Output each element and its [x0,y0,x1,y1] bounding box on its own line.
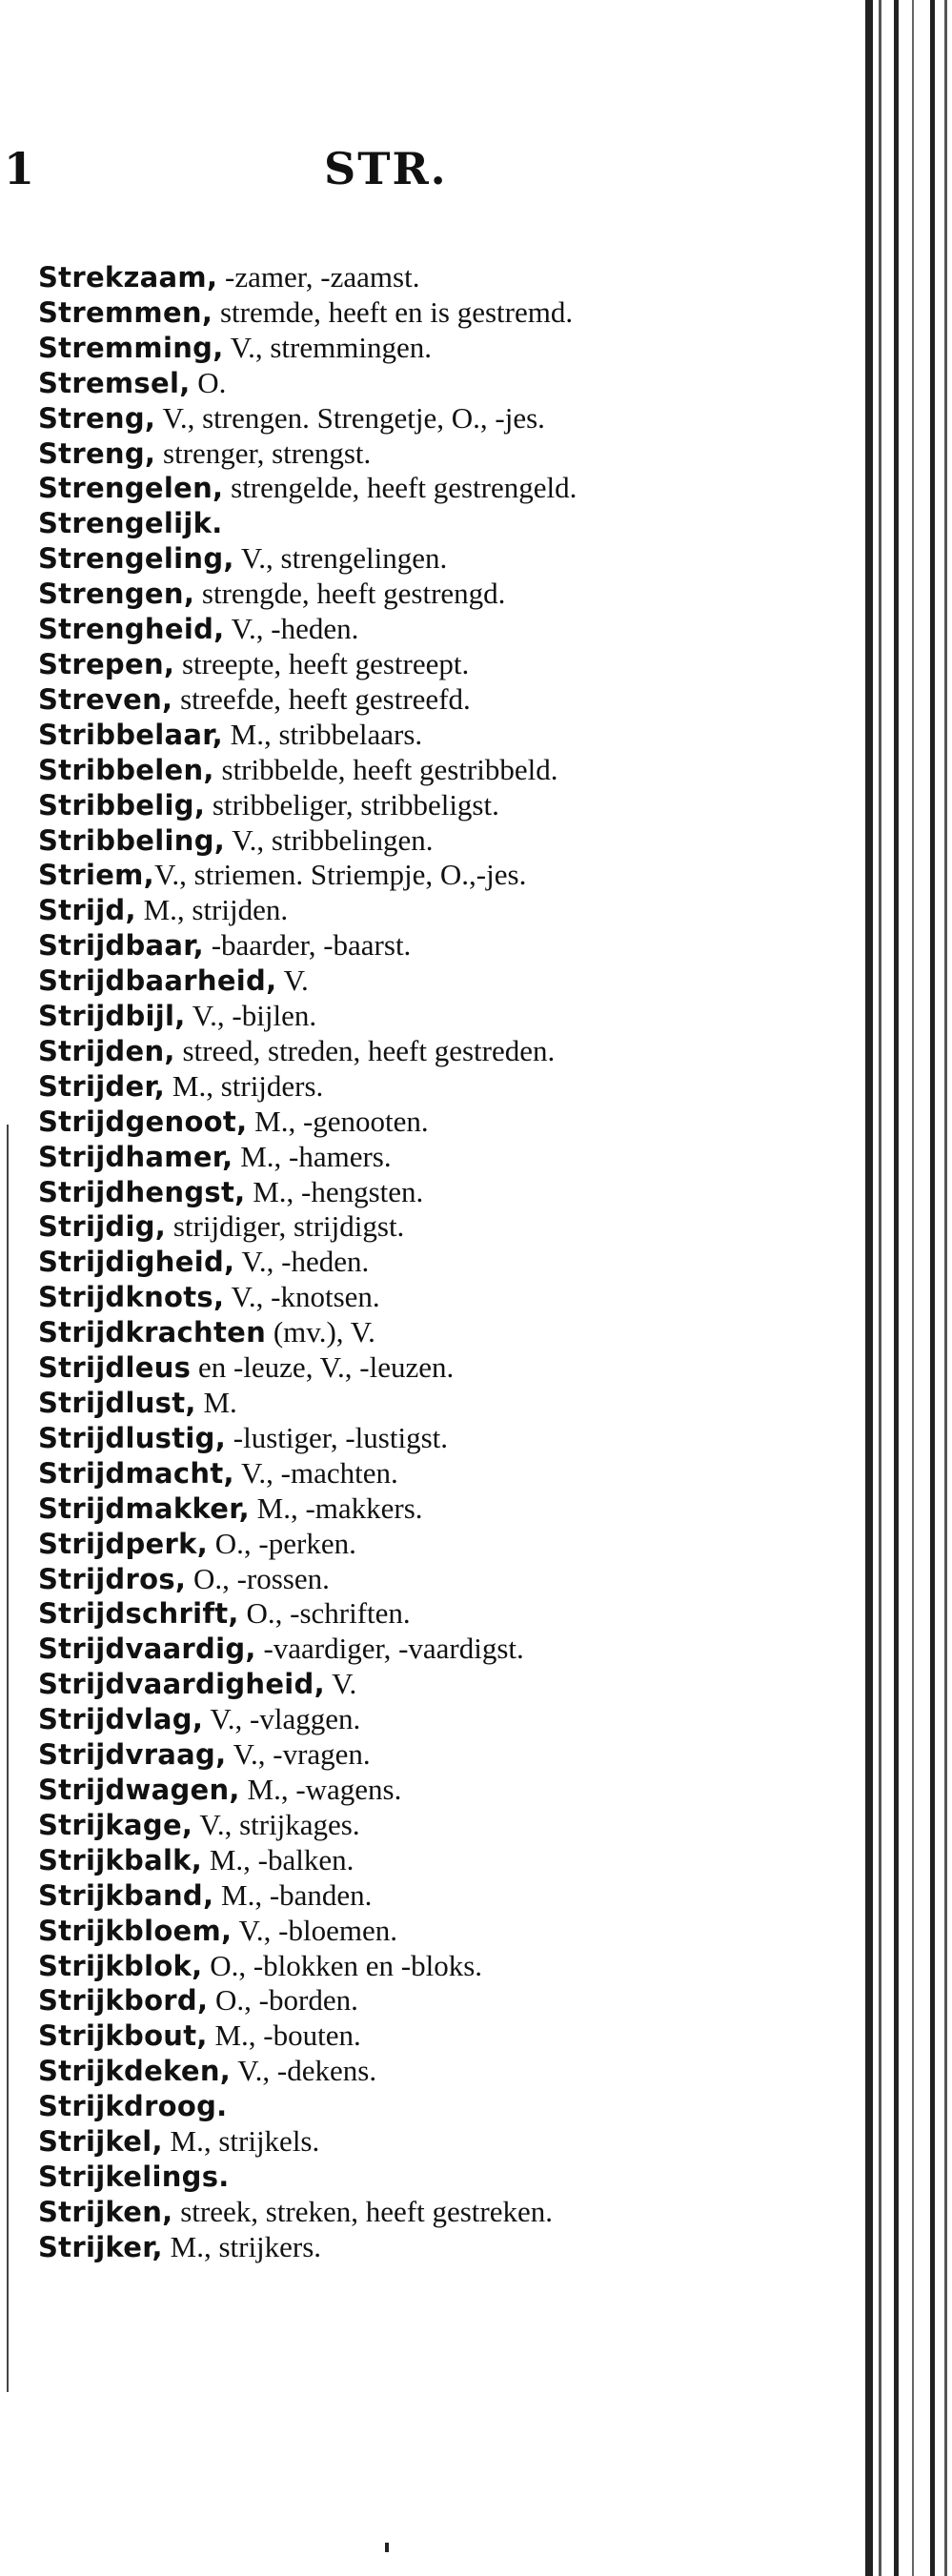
dictionary-entry [38,1105,724,1140]
entry-headword: Strijder, [38,1069,166,1103]
entry-definition: M., -banden. [213,1877,373,1912]
dictionary-entry [38,1421,724,1456]
entry-definition: V., striemen. Striempje, O.,-jes. [154,858,527,892]
dictionary-entry [38,1350,724,1386]
dictionary-entry [38,1773,724,1808]
entry-headword: Strijkbloem, [38,1914,233,1947]
entry-headword: Strengen, [38,578,195,611]
entry-definition: V., -heden. [234,1245,370,1279]
entry-definition: M., strijden. [135,893,289,927]
page-number: 1 [4,143,35,194]
entry-definition: -zamer, -zaamst. [217,260,420,294]
entry-headword: Strijdvlag, [38,1703,204,1736]
binding-line [865,0,873,2576]
dictionary-entry [38,788,724,823]
dictionary-entry [38,718,724,753]
dictionary-entry [38,2195,724,2230]
binding-line [912,0,914,2576]
entry-headword: Strijkband, [38,1878,214,1912]
entry-headword: Strijdmacht, [38,1456,234,1490]
dictionary-entry [38,753,724,788]
entry-headword: Stribbelig, [38,788,206,821]
entry-headword: Stremsel, [38,366,191,399]
entry-headword: Strijd, [38,894,136,927]
entry-headword: Strepen, [38,647,175,680]
entry-headword: Stribbeling, [38,823,226,857]
margin-rule [7,1125,9,2392]
entry-definition: M., -bouten. [207,2018,361,2053]
entry-definition: O., -rossen. [186,1561,330,1595]
dictionary-entry [38,1737,724,1773]
entry-headword: Strijdbaar, [38,929,204,963]
entry-definition: streefde, heeft gestreefd. [172,681,471,716]
entry-headword: Stremming, [38,331,224,364]
dictionary-entry [38,506,724,541]
entry-definition: stremde, heeft en is gestremd. [213,294,574,329]
entry-headword: Strijdschrift, [38,1597,239,1631]
dictionary-entry [38,858,724,893]
dictionary-entry [38,823,724,859]
page-title: STR. [324,143,448,194]
entry-definition: strijdiger, strijdigst. [166,1209,405,1244]
dictionary-entry [38,541,724,577]
entry-definition: M., -hengsten. [245,1174,424,1208]
entry-headword: Strijdig, [38,1210,167,1244]
dictionary-entry [38,1069,724,1105]
dictionary-entry [38,577,724,612]
entry-definition: V., -vlaggen. [203,1702,361,1736]
entry-definition: O., -schriften. [238,1596,411,1631]
entry-headword: Strijdmakker, [38,1491,250,1525]
dictionary-entry [38,1702,724,1737]
entry-headword: Strengelijk. [38,507,223,540]
entry-headword: Strijdknots, [38,1281,225,1314]
entry-headword: Strijker, [38,2230,163,2263]
entry-headword: Strijdbaarheid, [38,964,277,998]
ink-speck [385,2543,389,2552]
entry-headword: Strijken, [38,2195,173,2228]
dictionary-entry [38,1949,724,1984]
dictionary-entry [38,1175,724,1210]
dictionary-entry [38,1667,724,1702]
dictionary-entry [38,612,724,647]
dictionary-entry [38,295,724,331]
entry-headword: Striem, [38,859,154,892]
dictionary-entry [38,1914,724,1949]
entry-headword: Strijkblok, [38,1949,203,1982]
entry-definition: M., -hamers. [233,1139,392,1173]
entry-definition: V., stremmingen. [223,330,432,364]
entry-definition: V., -knotsen. [224,1280,380,1314]
entry-headword: Stribbelaar, [38,718,223,751]
entry-headword: Streng, [38,436,156,470]
dictionary-entry [38,1596,724,1632]
binding-line [879,0,881,2576]
dictionary-entry [38,366,724,401]
entry-headword: Strijkbord, [38,1984,209,2018]
entry-definition: M. [195,1386,237,1419]
dictionary-entry [38,2230,724,2265]
entry-definition: V., -heden. [224,612,359,646]
dictionary-entry [38,436,724,472]
dictionary-entry [38,928,724,963]
entry-definition: O. [190,365,227,399]
binding-line [894,0,899,2576]
dictionary-entries [38,260,724,2265]
entry-definition: V., strengen. Strengetje, O., -jes. [155,400,545,435]
entry-definition: M., strijders. [165,1068,324,1103]
entry-headword: Strijkdroog. [38,2090,228,2123]
dictionary-entry [38,1491,724,1527]
entry-headword: Strengheid, [38,613,225,646]
dictionary-entry [38,2160,724,2195]
dictionary-entry [38,1140,724,1175]
entry-headword: Strijdwagen, [38,1773,240,1806]
dictionary-entry [38,1527,724,1562]
entry-headword: Strijkdeken, [38,2055,232,2088]
entry-headword: Strijden, [38,1034,175,1067]
entry-definition: M., strijkers. [162,2229,322,2263]
entry-definition: V., -vragen. [226,1737,371,1772]
entry-headword: Strijdvraag, [38,1738,227,1772]
entry-definition: O., -perken. [208,1526,356,1560]
entry-definition: -baarder, -baarst. [203,928,412,963]
dictionary-entry [38,2089,724,2124]
entry-definition: M., -balken. [202,1842,354,1876]
binding-line [944,0,947,2576]
entry-headword: Strijdgenoot, [38,1105,248,1138]
entry-definition: V., -machten. [233,1455,398,1490]
entry-headword: Strijdhamer, [38,1140,233,1173]
entry-definition: en -leuze, V., -leuzen. [191,1350,455,1385]
entry-headword: Strengeling, [38,542,234,576]
entry-headword: Stremmen, [38,295,213,329]
entry-headword: Streng, [38,401,156,435]
entry-headword: Strijdleus [38,1351,192,1385]
dictionary-entry [38,2018,724,2054]
dictionary-entry [38,999,724,1034]
entry-definition: M., strijkels. [162,2124,320,2159]
dictionary-entry [38,1245,724,1280]
entry-definition: V., strijkages. [192,1807,360,1841]
entry-definition: -lustiger, -lustigst. [226,1420,449,1454]
dictionary-entry [38,893,724,928]
dictionary-entry [38,1808,724,1843]
entry-definition: V. [276,963,309,998]
dictionary-entry [38,1315,724,1350]
dictionary-entry [38,963,724,999]
entry-definition: stribbeliger, stribbeligst. [205,787,499,821]
dictionary-entry [38,1843,724,1878]
entry-definition: strenger, strengst. [155,436,372,470]
entry-definition: strengde, heeft gestrengd. [194,577,506,611]
entry-headword: Stribbelen, [38,753,214,786]
dictionary-entry [38,682,724,718]
entry-headword: Strijkbalk, [38,1843,203,1876]
entry-headword: Streven, [38,682,173,716]
entry-definition: streek, streken, heeft gestreken. [172,2194,554,2228]
dictionary-entry [38,1562,724,1597]
entry-definition: stribbelde, heeft gestribbeld. [213,752,558,786]
entry-headword: Strijkel, [38,2125,163,2159]
entry-definition: V., -bijlen. [185,999,317,1033]
entry-definition: O., -blokken en -bloks. [202,1948,483,1982]
entry-headword: Strijkbout, [38,2019,208,2053]
dictionary-entry [38,647,724,682]
entry-headword: Strijdlustig, [38,1421,227,1454]
entry-headword: Strijdros, [38,1562,187,1595]
entry-headword: Strijkage, [38,1808,193,1841]
dictionary-entry [38,2054,724,2089]
dictionary-entry [38,401,724,436]
entry-definition: strengelde, heeft gestrengeld. [223,471,577,505]
entry-headword: Strijdperk, [38,1527,209,1560]
entry-definition: -vaardiger, -vaardigst. [255,1632,524,1666]
entry-definition: V. [324,1667,357,1701]
entry-headword: Strijkelings. [38,2160,230,2193]
dictionary-entry [38,471,724,506]
entry-headword: Strijdvaardigheid, [38,1668,325,1701]
entry-definition: M., -wagens. [239,1772,402,1806]
entry-definition: M., stribbelaars. [222,717,423,751]
entry-headword: Strijdkrachten [38,1316,267,1349]
entry-headword: Strijdigheid, [38,1246,235,1279]
entry-definition: V., -bloemen. [232,1913,397,1947]
entry-definition: M., -genooten. [247,1104,429,1138]
entry-definition: streed, streden, heeft gestreden. [174,1033,556,1067]
dictionary-entry [38,1280,724,1315]
dictionary-entry [38,1386,724,1421]
dictionary-entry [38,1209,724,1245]
dictionary-entry [38,2124,724,2160]
entry-definition: M., -makkers. [249,1491,423,1525]
entry-definition: O., -borden. [208,1983,358,2018]
entry-definition: V., strengelingen. [233,541,448,576]
dictionary-entry [38,1034,724,1069]
entry-headword: Strijdvaardig, [38,1633,256,1666]
entry-definition: (mv.), V. [266,1315,375,1349]
dictionary-entry [38,1983,724,2018]
entry-headword: Strengelen, [38,472,224,505]
entry-headword: Strekzaam, [38,261,218,294]
entry-headword: Strijdbijl, [38,1000,186,1033]
entry-headword: Strijdhengst, [38,1175,246,1208]
entry-definition: streepte, heeft gestreept. [174,646,470,680]
entry-definition: V., -dekens. [231,2054,377,2088]
dictionary-entry [38,1632,724,1667]
dictionary-entry [38,260,724,295]
entry-definition: V., stribbelingen. [225,822,434,857]
binding-line [930,0,935,2576]
dictionary-entry [38,1456,724,1491]
dictionary-entry [38,1878,724,1914]
dictionary-entry [38,331,724,366]
entry-headword: Strijdlust, [38,1387,196,1419]
